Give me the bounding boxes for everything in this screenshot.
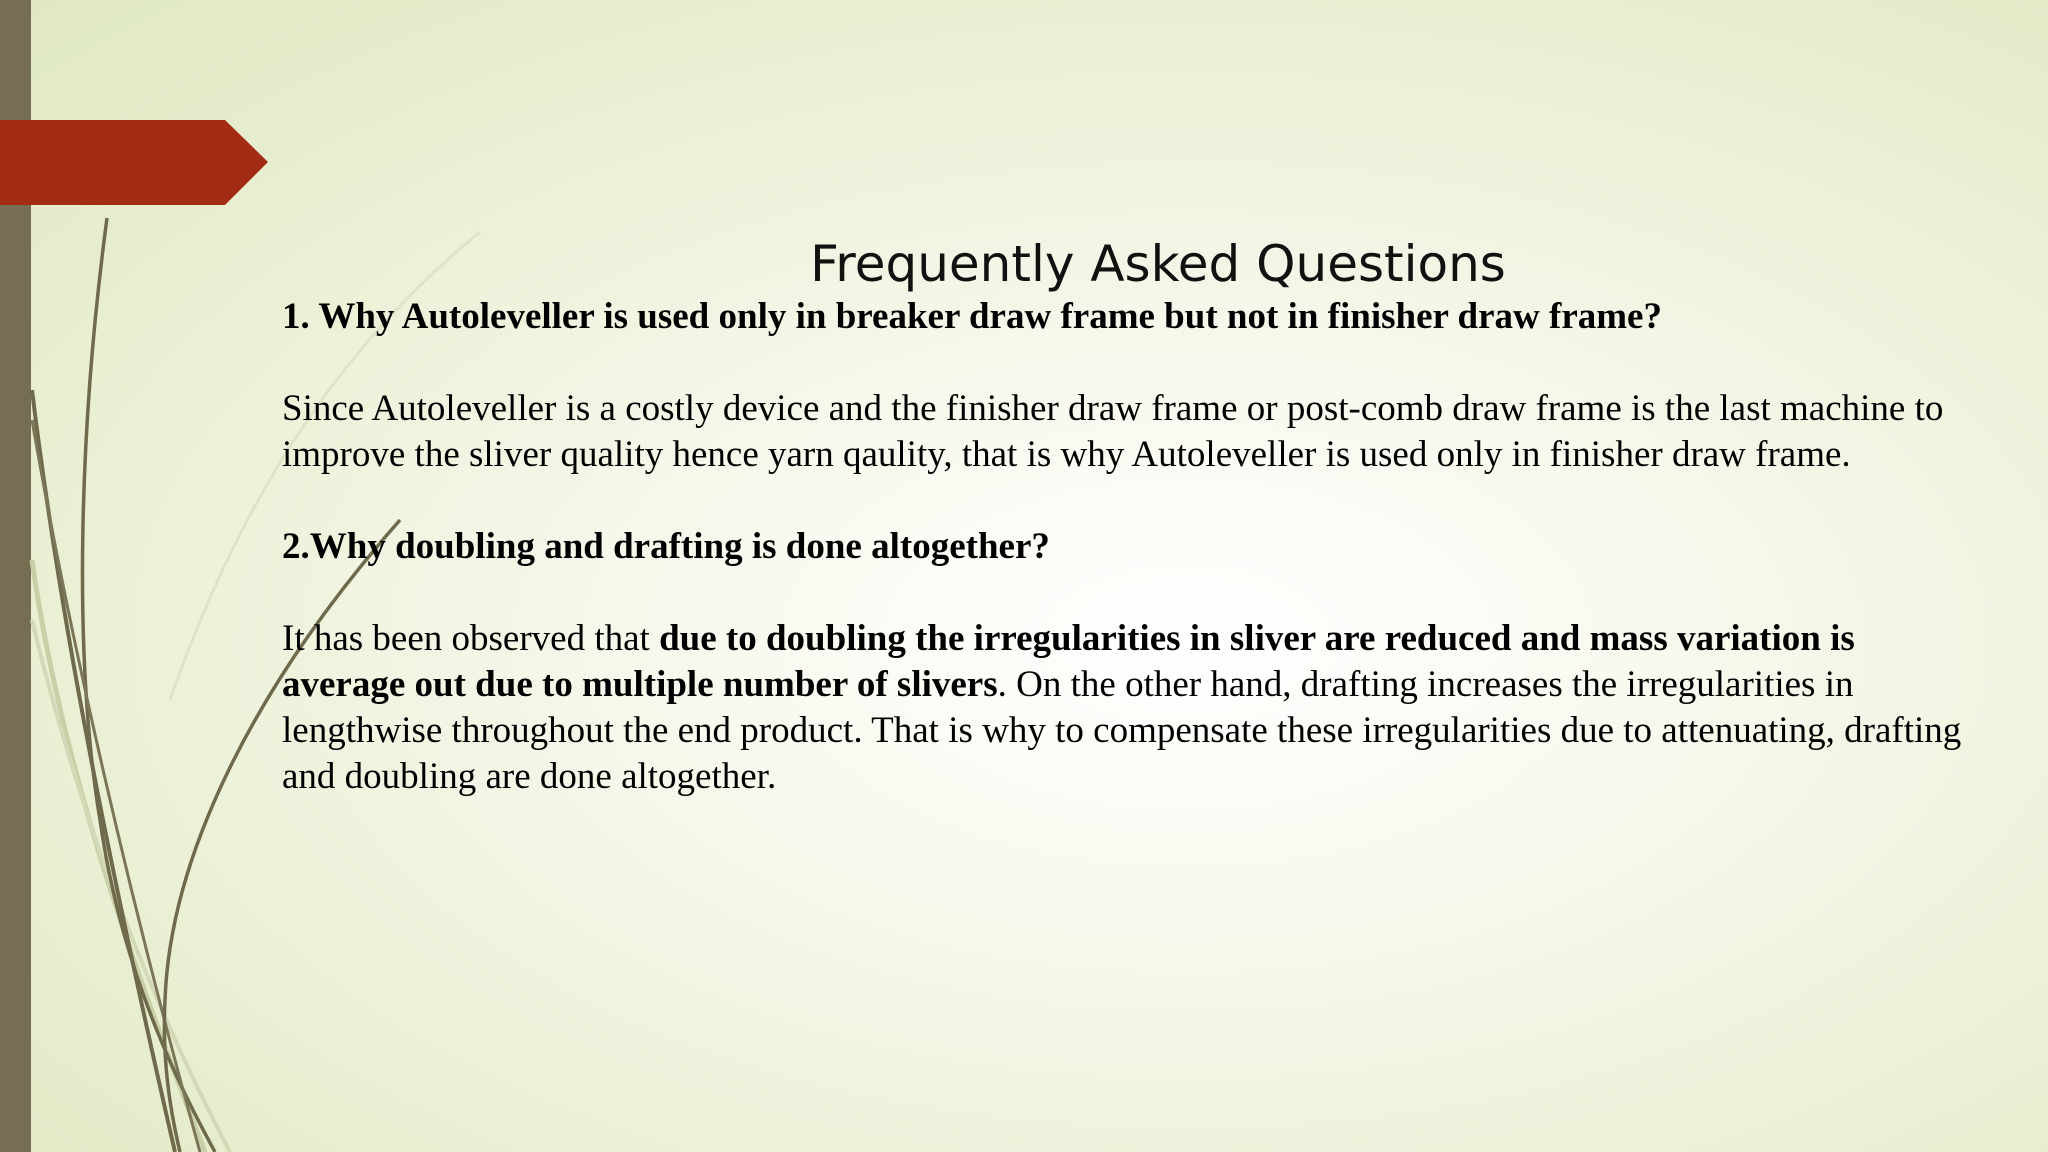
spacer — [282, 340, 2042, 386]
answer-2-line-2-plain: . On the other hand, drafting increases the irregularities in — [997, 664, 1854, 705]
answer-2-line-3: lengthwise throughout the end product. That is why to compensate these irregularities due to attenuating, drafting — [282, 710, 1962, 751]
spacer — [282, 478, 2042, 524]
vine-light-1 — [32, 560, 205, 1152]
answer-2-line-2 — [282, 662, 2042, 708]
answer-2-line-1 — [282, 616, 2042, 662]
answer-2-line-4: and doubling are done altogether. — [282, 756, 777, 797]
slide-content — [282, 294, 2042, 800]
answer-2-line-2-bold: average out due to multiple number of slivers — [282, 664, 998, 705]
accent-arrow-shape — [0, 120, 268, 205]
answer-1-line-2: improve the sliver quality hence yarn qaulity, that is why Autoleveller is used only in finisher draw frame. — [282, 434, 1851, 475]
answer-2-line-1-plain: It has been observed that — [282, 618, 660, 659]
spacer — [282, 570, 2042, 616]
question-1: 1. Why Autoleveller is used only in breaker draw frame but not in finisher draw frame? — [282, 296, 1662, 337]
question-2: 2.Why doubling and drafting is done altogether? — [282, 526, 1050, 567]
answer-1-line-1: Since Autoleveller is a costly device and the finisher draw frame or post-comb draw frame is the last machine to — [282, 388, 1944, 429]
vine-dark-1 — [82, 218, 215, 1152]
slide-title: Frequently Asked Questions — [810, 235, 1506, 293]
answer-2-line-1-bold: due to doubling the irregularities in sliver are reduced and mass variation is — [659, 618, 1855, 659]
